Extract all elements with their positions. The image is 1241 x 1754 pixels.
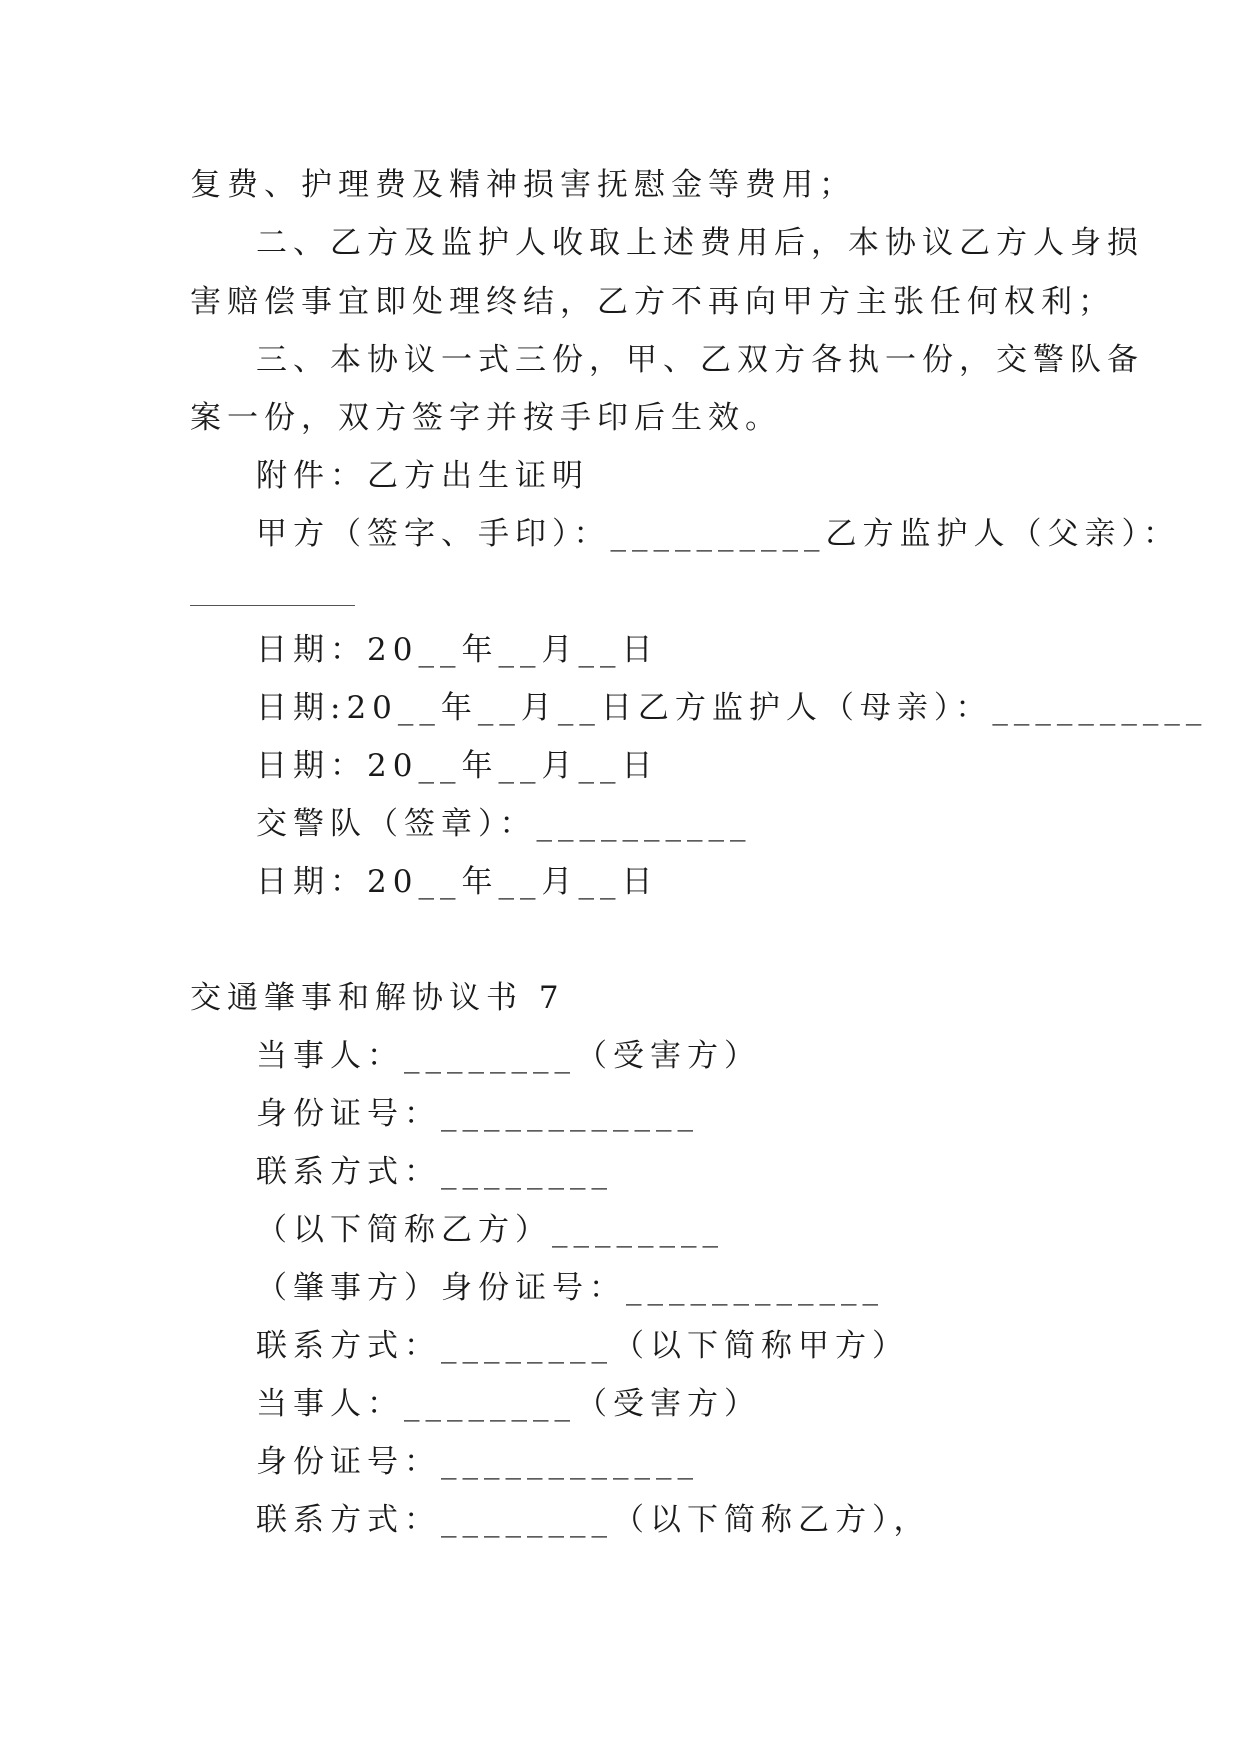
text-line: （以下简称乙方）________: [256, 1212, 724, 1248]
text-line: 日期：20__年__月__日: [256, 864, 659, 900]
text-line: 附件：乙方出生证明: [256, 458, 589, 494]
text-line: 日期：20__年__月__日: [256, 632, 659, 668]
text-line: 当事人：________（受害方）: [256, 1386, 761, 1422]
text-line: 日期：20__年__月__日: [256, 748, 659, 784]
text-line: 联系方式：________: [256, 1154, 613, 1190]
text-line: 日期:20__年__月__日乙方监护人（母亲）：__________: [256, 690, 1208, 726]
text-line: 案一份，双方签字并按手印后生效。: [190, 400, 782, 436]
text-line: 甲方（签字、手印）：__________乙方监护人（父亲）：: [256, 516, 1180, 552]
text-line: 身份证号：____________: [256, 1096, 699, 1132]
text-line: 身份证号：____________: [256, 1444, 699, 1480]
text-line: 复费、护理费及精神损害抚慰金等费用；: [190, 167, 856, 203]
text-line: 联系方式：________（以下简称甲方）: [256, 1328, 909, 1364]
signature-blank: [190, 595, 355, 606]
text-line: （肇事方）身份证号：____________: [256, 1270, 884, 1306]
text-line: 害赔偿事宜即处理终结，乙方不再向甲方主张任何权利；: [190, 284, 1115, 320]
text-line: 交警队（签章）：__________: [256, 806, 752, 842]
section-heading: 交通肇事和解协议书 7: [190, 980, 565, 1016]
text-line: 三、本协议一式三份，甲、乙双方各执一份，交警队备: [256, 342, 1144, 378]
text-line: 联系方式：________（以下简称乙方），: [256, 1502, 931, 1538]
text-line: 当事人：________（受害方）: [256, 1038, 761, 1074]
text-line: 二、乙方及监护人收取上述费用后，本协议乙方人身损: [256, 225, 1144, 261]
